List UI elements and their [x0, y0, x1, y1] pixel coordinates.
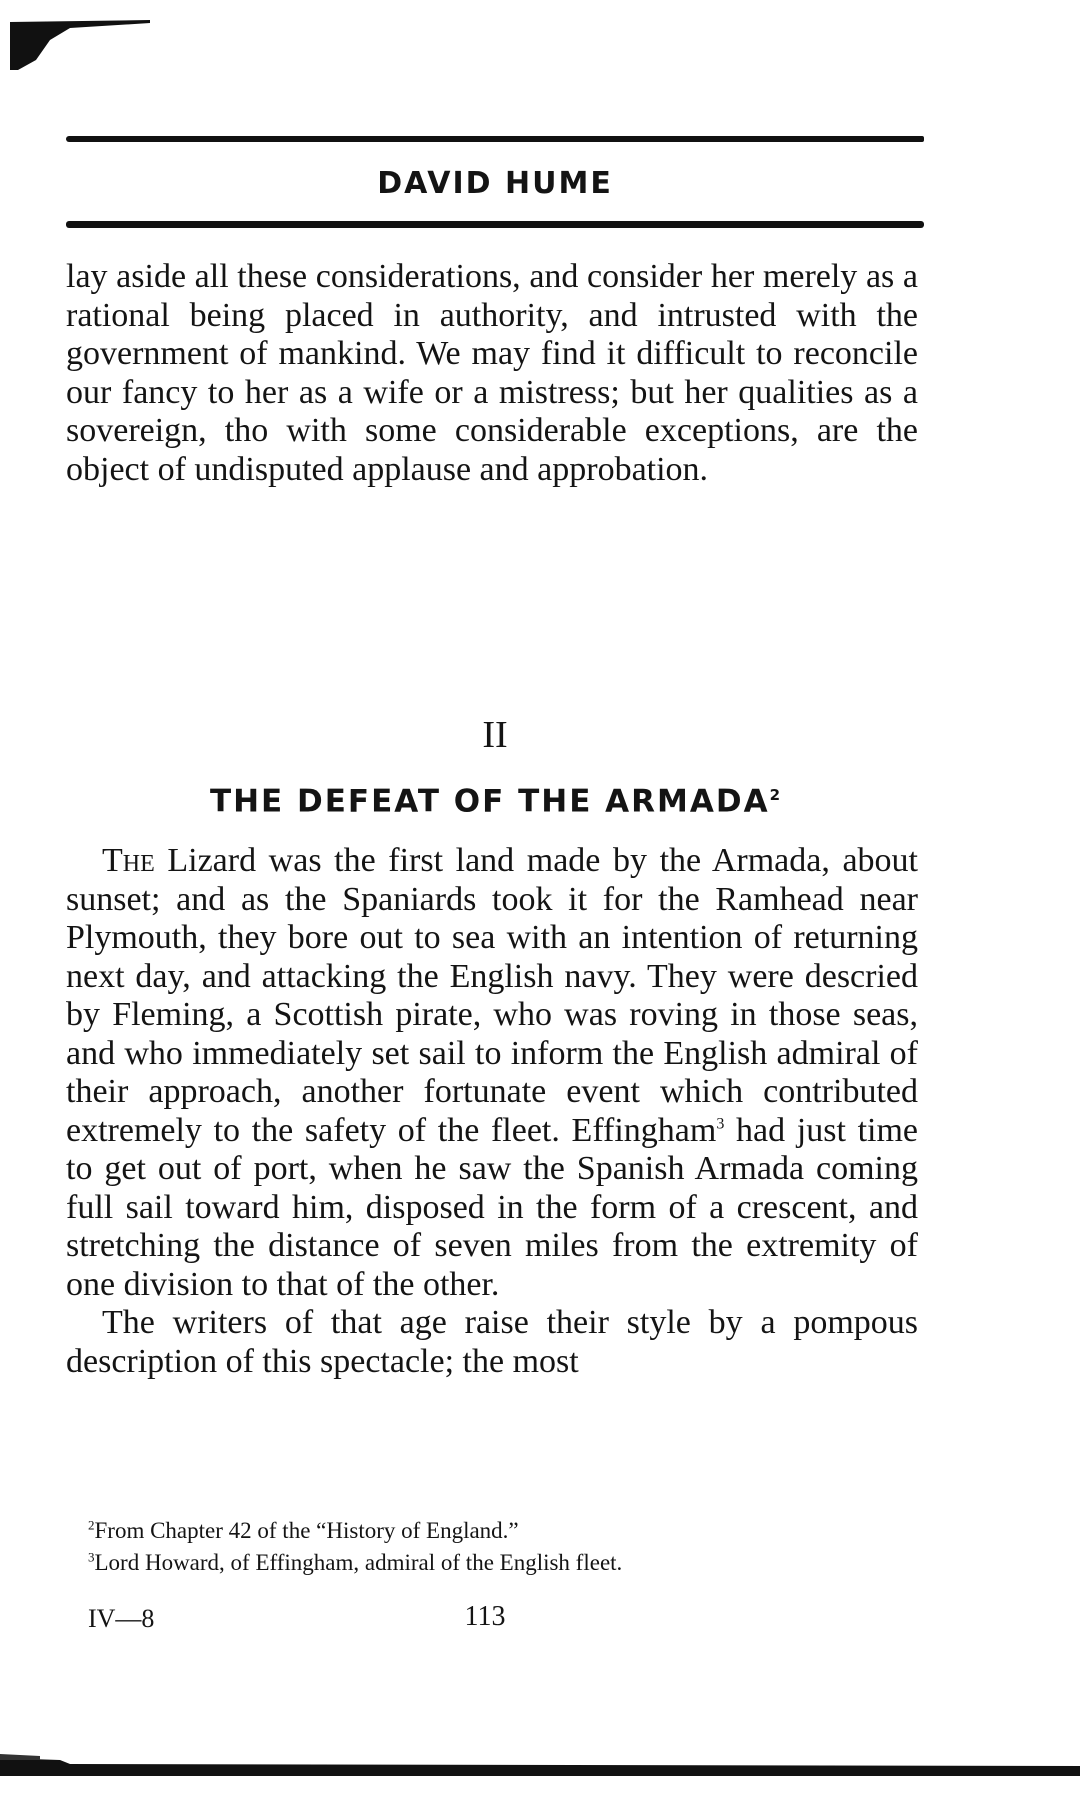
footnote-text: From Chapter 42 of the “History of England.”: [94, 1518, 519, 1543]
footnote-ref-3: 3: [716, 1115, 725, 1133]
scan-bottom-edge: [0, 1752, 1080, 1778]
continuation-paragraph: lay aside all these considerations, and consider her merely as a rational being placed in authority, and intrusted with the government of mankind. We may find it difficult to reconcile our fancy to her as a wife or a mistress; but her qualities as a sovereign, tho with some considerable exceptions, are the object of undisputed applause and approbation.: [66, 258, 918, 488]
continuation-text: [66, 258, 918, 489]
footnote-text: Lord Howard, of Effingham, admiral of the English fleet.: [94, 1550, 623, 1575]
footnote-marker: 2: [88, 1517, 95, 1533]
footnote-3: [88, 1547, 928, 1579]
section-title: [66, 773, 924, 823]
page-number: 113: [464, 1601, 506, 1632]
section-title-text: THE DEFEAT OF THE ARMADA: [209, 783, 770, 820]
paragraph-1-text-a: Lizard was the first land made by the Armada, about sunset; and as the Spaniards took it for the Ramhead near Plymouth, they bore out to sea with an intention of returning next day, and attacking the English navy. They were descried by Fleming, a Scottish pirate, who was roving in those seas, and who immediately set sail to inform the English admiral of their approach, another fortunate event which contributed extremely to the safety of the fleet. Effingham: [66, 842, 918, 1149]
section-numeral: II: [482, 714, 508, 756]
section-body: [66, 842, 918, 1381]
signature-mark: IV—8: [88, 1604, 155, 1633]
paragraph-lead-word: The: [102, 842, 155, 879]
body-paragraph-2: The writers of that age raise their style by a pompous description of this spectacle; the most: [66, 1304, 918, 1380]
footnote-marker: 3: [88, 1549, 95, 1565]
header-bottom-rule: [66, 221, 924, 228]
footnote-ref-2: 2: [769, 786, 781, 804]
footnotes: [88, 1515, 928, 1579]
body-paragraph-1: [66, 842, 918, 1304]
footnote-2: [88, 1515, 928, 1547]
header-top-rule: [66, 136, 924, 142]
paragraph-1-text-b: had just time to get out of port, when he saw the Spanish Armada coming full sail toward him, disposed in the form of a crescent, and stretching the distance of seven miles from the extremity of one division to that of the other.: [66, 1111, 918, 1303]
scan-corner-mark: [10, 20, 150, 72]
running-head: DAVID HUME: [377, 166, 613, 201]
